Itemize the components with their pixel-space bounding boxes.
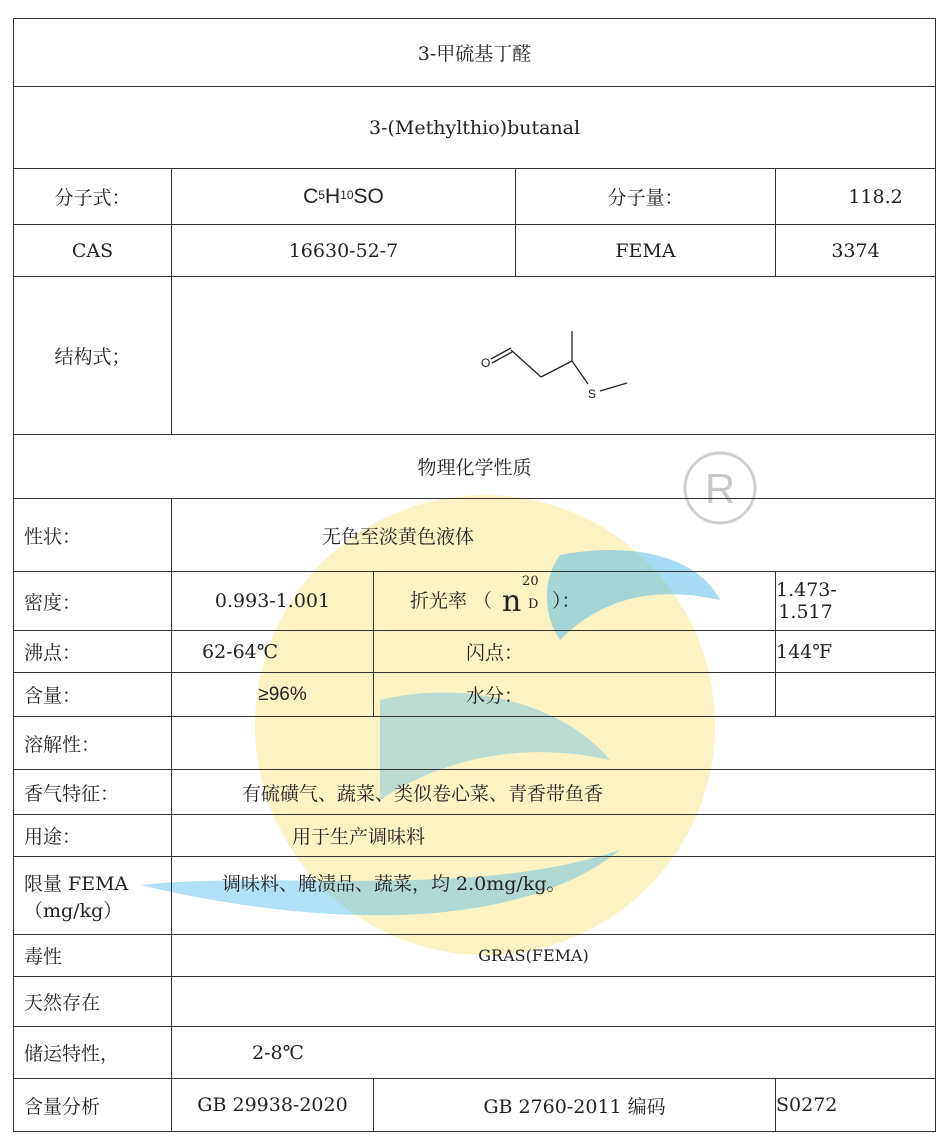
toxicity-value: GRAS(FEMA) [172,935,936,977]
assay-std1: GB 29938-2020 [172,1079,374,1132]
assay-label: 含量分析 [14,1079,172,1132]
flash-value: 144℉ [776,631,936,673]
content-label: 含量： [14,673,172,717]
aroma-label: 香气特征： [14,770,172,815]
usage-value: 用于生产调味料 [172,815,936,857]
fema-value: 3374 [776,225,936,277]
natural-value [172,977,936,1027]
cas-label: CAS [14,225,172,277]
toxicity-label: 毒性 [14,935,172,977]
content-row [14,673,936,717]
usage-row [14,815,936,857]
density-label: 密度： [14,572,172,631]
title-cn: 3-甲硫基丁醛 [14,19,936,87]
storage-value: 2-8℃ [172,1027,936,1079]
appearance-value: 无色至淡黄色液体 [172,499,936,572]
water-value [776,673,936,717]
refractive-symbol: n 20 D [502,573,539,619]
formula-label: 分子式： [14,169,172,225]
assay-std2: GB 2760-2011 编码 [374,1079,776,1132]
mw-label: 分子量： [516,169,776,225]
fema-label: FEMA [516,225,776,277]
title-cn-row [14,19,936,87]
limit-label-line2: （mg/kg） [24,899,123,922]
atom-o: O [481,355,491,370]
structure-cell [172,277,936,435]
appearance-row [14,499,936,572]
solubility-row [14,717,936,770]
aroma-row [14,770,936,815]
aroma-value: 有硫磺气、蔬菜、类似卷心菜、青香带鱼香 [172,770,936,815]
formula-row [14,169,936,225]
storage-label: 储运特性， [14,1027,172,1079]
solubility-value [172,717,936,770]
refractive-value: 1.473-1.517 [776,572,936,631]
natural-label: 天然存在 [14,977,172,1027]
limit-value: 调味料、腌渍品、蔬菜，均 2.0mg/kg。 [172,857,936,935]
water-label: 水分： [374,673,776,717]
limit-row [14,857,936,935]
title-en: 3-(Methylthio)butanal [14,87,936,169]
structure-diagram [172,281,936,431]
boiling-row [14,631,936,673]
boiling-label: 沸点： [14,631,172,673]
appearance-label: 性状： [14,499,172,572]
boiling-value: 62-64℃ [172,631,374,673]
assay-code: S0272 [776,1079,936,1132]
content-value: ≥96% [172,673,374,717]
spec-table [13,18,936,1132]
refractive-label: 折光率 （ n 20 D ）： [374,572,776,631]
solubility-label: 溶解性： [14,717,172,770]
section-physchem: 物理化学性质 [14,435,936,499]
assay-row [14,1079,936,1132]
limit-label-line1: 限量 FEMA [24,872,129,895]
atom-s: S [588,386,597,401]
mw-value: 118.2 [776,169,936,225]
structure-label: 结构式； [14,277,172,435]
registered-mark: R [704,465,736,512]
usage-label: 用途： [14,815,172,857]
limit-label [14,857,172,935]
structure-row [14,277,936,435]
cas-row [14,225,936,277]
natural-row [14,977,936,1027]
toxicity-row [14,935,936,977]
storage-row [14,1027,936,1079]
flash-label: 闪点： [374,631,776,673]
section-row [14,435,936,499]
title-en-row [14,87,936,169]
density-value: 0.993-1.001 [172,572,374,631]
density-row [14,572,936,631]
cas-value: 16630-52-7 [172,225,516,277]
formula-value: $C_5H_{10}SO$ [172,169,516,225]
